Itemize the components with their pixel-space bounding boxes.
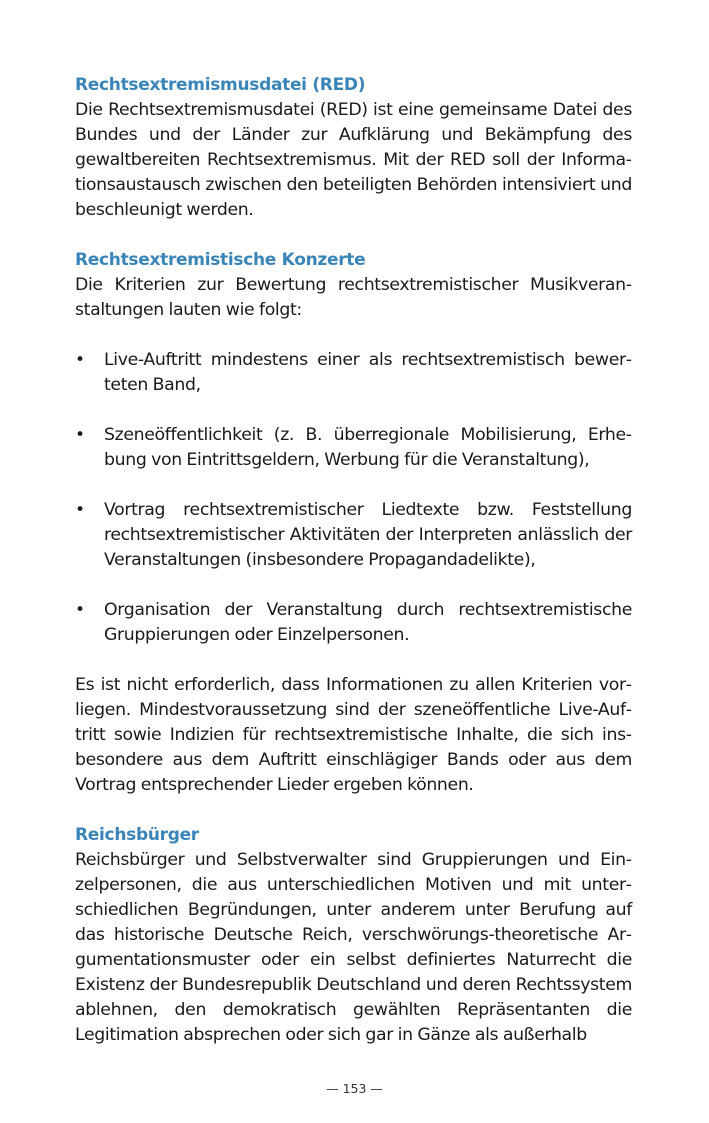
list-item-text: Vortrag rechtsextremistischer Liedtexte bzw. Feststellung rechtsextremistischer Aktivitäten der Interpreten anlässlich der Veranstaltungen (insbesondere Propagandadelikte), bbox=[104, 500, 632, 570]
criteria-list bbox=[75, 348, 632, 648]
list-item bbox=[75, 498, 632, 573]
spacer bbox=[75, 323, 632, 348]
spacer bbox=[75, 223, 632, 248]
paragraph-konzerte-intro: Die Kriterien zur Bewertung rechtsextremistischer Musikveranstaltungen lauten wie folgt: bbox=[75, 275, 632, 320]
spacer bbox=[75, 398, 632, 423]
list-item-text: Live-Auftritt mindestens einer als rechtsextremistisch bewerteten Band, bbox=[104, 350, 632, 395]
paragraph-red: Die Rechtsextremismusdatei (RED) ist eine gemeinsame Datei des Bundes und der Länder zur Aufklärung und Bekämpfung des gewaltbereiten Rechtsextremismus. Mit der RED soll der Informationsaustausch zwischen den beteiligten Behörden intensiviert und beschleunigt werden. bbox=[75, 100, 632, 220]
heading-konzerte: Rechtsextremistische Konzerte bbox=[75, 250, 366, 270]
spacer bbox=[75, 573, 632, 598]
spacer bbox=[75, 648, 632, 673]
paragraph-reichsbuerger: Reichsbürger und Selbstverwalter sind Gruppierungen und Einzelpersonen, die aus unterschiedlichen Motiven und mit unterschiedlichen Begründungen, unter anderem unter Berufung auf das historische Deutsche Reich, verschwörungs-theoretische Argumentationsmuster oder ein selbst definiertes Naturrecht die Existenz der Bundesrepublik Deutschland und deren Rechtssystem ablehnen, den demokratisch gewählten Repräsentanten die Legitimation absprechen oder sich gar in Gänze als außerhalb bbox=[75, 850, 632, 1045]
spacer bbox=[75, 798, 632, 823]
list-item-text: Organisation der Veranstaltung durch rechtsextremistische Gruppierungen oder Einzelpersonen. bbox=[104, 600, 632, 645]
bullet-icon: • bbox=[75, 600, 86, 620]
list-item bbox=[75, 348, 632, 398]
heading-red: Rechtsextremismusdatei (RED) bbox=[75, 75, 366, 95]
list-item bbox=[75, 598, 632, 648]
page-content bbox=[75, 73, 632, 1048]
list-item bbox=[75, 423, 632, 473]
bullet-icon: • bbox=[75, 425, 86, 445]
spacer bbox=[75, 473, 632, 498]
bullet-icon: • bbox=[75, 500, 86, 520]
bullet-icon: • bbox=[75, 350, 86, 370]
page-number: — 153 — bbox=[326, 1081, 383, 1096]
heading-reichsbuerger: Reichsbürger bbox=[75, 825, 199, 845]
paragraph-konzerte-closing: Es ist nicht erforderlich, dass Informationen zu allen Kriterien vorliegen. Mindestvoraussetzung sind der szeneöffentliche Live-Auftritt sowie Indizien für rechtsextremistische Inhalte, die sich insbesondere aus dem Auftritt einschlägiger Bands oder aus dem Vortrag entsprechender Lieder ergeben können. bbox=[75, 675, 632, 795]
list-item-text: Szeneöffentlichkeit (z. B. überregionale Mobilisierung, Erhebung von Eintrittsgeldern, Werbung für die Veranstaltung), bbox=[104, 425, 632, 470]
